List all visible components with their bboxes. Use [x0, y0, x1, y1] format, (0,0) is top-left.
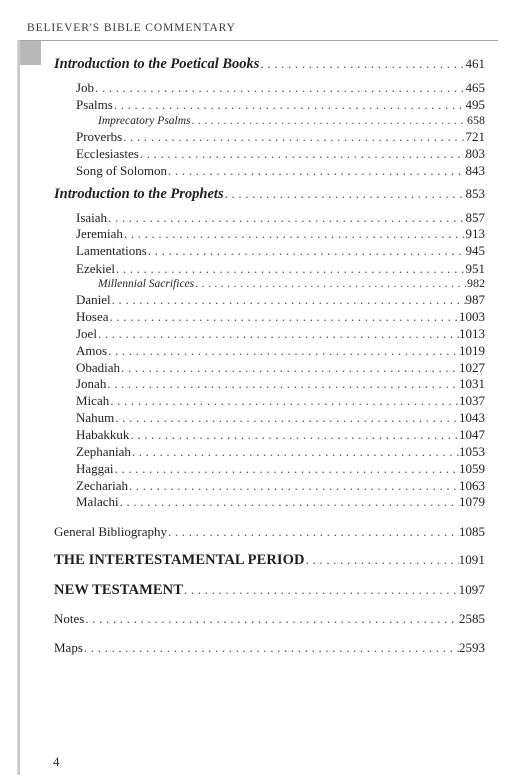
toc-entry[interactable] [76, 163, 485, 179]
toc-entry-title: NEW TESTAMENT [54, 582, 184, 598]
toc-entry-page: 1063 [459, 478, 485, 493]
toc-entry[interactable] [76, 427, 485, 443]
toc-entry-title: Habakkuk [76, 427, 130, 442]
toc-entry[interactable] [76, 393, 485, 409]
dot-leader [167, 524, 459, 540]
toc-entry-title: THE INTERTESTAMENTAL PERIOD [54, 552, 305, 568]
toc-entry-title: Zephaniah [76, 444, 131, 459]
toc-entry-title: Notes [54, 611, 85, 626]
page-number: 4 [53, 754, 60, 769]
toc-entry[interactable] [76, 210, 485, 226]
dot-leader [106, 376, 459, 392]
toc-entry-title: Jeremiah [76, 226, 123, 241]
dot-leader [224, 186, 466, 202]
toc-entry-page: 461 [465, 56, 485, 71]
toc-entry-page: 945 [465, 243, 485, 258]
dot-leader [107, 343, 459, 359]
toc-entry-page: 1037 [459, 393, 485, 408]
dot-leader [84, 611, 459, 627]
dot-leader [97, 326, 459, 342]
dot-leader [114, 461, 459, 477]
toc-entry-title: Millennial Sacrifices [98, 278, 195, 290]
toc-entry[interactable] [54, 524, 485, 540]
toc-entry-title: Imprecatory Psalms [98, 115, 191, 127]
toc-entry-page: 1097 [458, 582, 485, 597]
toc-entry-page: 1019 [459, 343, 485, 358]
toc-entry[interactable] [76, 376, 485, 392]
toc-entry-title: Ezekiel [76, 261, 115, 276]
toc-entry-page: 843 [465, 163, 485, 178]
toc-entry-page: 1059 [459, 461, 485, 476]
toc-entry-title: Introduction to the Prophets [54, 186, 224, 202]
toc-entry-title: Proverbs [76, 129, 123, 144]
dot-leader [194, 276, 467, 291]
toc-entry[interactable] [76, 292, 485, 308]
dot-leader [147, 243, 466, 259]
toc-entry-page: 2593 [459, 640, 485, 655]
toc-entry-page: 2585 [459, 611, 485, 626]
toc-entry[interactable] [76, 226, 485, 242]
dot-leader [111, 292, 466, 308]
dot-leader [167, 163, 465, 179]
toc-entry-page: 803 [465, 146, 485, 161]
toc-entry-page: 1079 [459, 494, 485, 509]
toc-entry[interactable] [76, 146, 485, 162]
toc-entry-page: 1003 [459, 309, 485, 324]
dot-leader [94, 80, 465, 96]
toc-entry-page: 1027 [459, 360, 485, 375]
toc-entry[interactable] [54, 582, 485, 599]
toc-entry-title: Haggai [76, 461, 114, 476]
dot-leader [119, 494, 459, 510]
dot-leader [107, 210, 465, 226]
toc-entry-page: 987 [465, 292, 485, 307]
toc-entry-page: 1031 [459, 376, 485, 391]
toc-entry[interactable] [54, 640, 485, 656]
toc-entry[interactable] [76, 494, 485, 510]
toc-entry-page: 658 [467, 113, 485, 127]
dot-leader [114, 410, 459, 426]
toc-entry-title: Malachi [76, 494, 119, 509]
dot-leader [131, 444, 459, 460]
toc-entry[interactable] [76, 243, 485, 259]
toc-entry-title: Ecclesiastes [76, 146, 139, 161]
toc-entry[interactable] [76, 326, 485, 342]
dot-leader [183, 582, 459, 598]
toc-entry[interactable] [98, 113, 485, 128]
dot-leader [83, 640, 459, 656]
dot-leader [139, 146, 466, 162]
toc-entry-page: 721 [465, 129, 485, 144]
toc-entry[interactable] [54, 611, 485, 627]
toc-entry-page: 1085 [459, 524, 485, 539]
dot-leader [122, 129, 465, 145]
toc-entry-page: 857 [465, 210, 485, 225]
toc-entry-page: 1013 [459, 326, 485, 341]
toc-entry[interactable] [76, 478, 485, 494]
toc-entry[interactable] [54, 186, 485, 203]
toc-entry-title: Psalms [76, 97, 113, 112]
toc-entry[interactable] [76, 261, 485, 277]
running-head: BELIEVER'S BIBLE COMMENTARY [27, 22, 236, 34]
toc-entry-page: 495 [465, 97, 485, 112]
toc-entry[interactable] [76, 309, 485, 325]
toc-entry-title: Joel [76, 326, 97, 341]
toc-entry-title: Maps [54, 640, 83, 655]
toc-entry-title: Introduction to the Poetical Books [54, 56, 260, 72]
dot-leader [128, 478, 459, 494]
toc-entry-title: Zechariah [76, 478, 128, 493]
toc-entry-title: Lamentations [76, 243, 147, 258]
dot-leader [109, 309, 460, 325]
toc-entry-title: Amos [76, 343, 108, 358]
toc-entry[interactable] [76, 360, 485, 376]
toc-entry-title: Job [76, 80, 95, 95]
toc-entry[interactable] [98, 276, 485, 291]
toc-entry[interactable] [76, 444, 485, 460]
dot-leader [305, 552, 459, 568]
toc-entry-title: Jonah [76, 376, 107, 391]
toc-entry-page: 982 [467, 276, 485, 290]
toc-entry-title: Isaiah [76, 210, 108, 225]
toc-entry-page: 1043 [459, 410, 485, 425]
toc-entry-title: Song of Solomon [76, 163, 168, 178]
toc-entry-page: 951 [465, 261, 485, 276]
toc-entry-title: Hosea [76, 309, 109, 324]
toc-entry[interactable] [54, 552, 485, 569]
toc-entry-page: 1047 [459, 427, 485, 442]
dot-leader [259, 56, 465, 72]
toc-entry-page: 913 [465, 226, 485, 241]
dot-leader [109, 393, 459, 409]
toc-entry[interactable] [76, 410, 485, 426]
dot-leader [113, 97, 466, 113]
dot-leader [120, 360, 459, 376]
toc-entry-title: Daniel [76, 292, 111, 307]
dot-leader [129, 427, 459, 443]
toc-entry-title: Nahum [76, 410, 115, 425]
dot-leader [115, 261, 466, 277]
toc-entry[interactable] [76, 461, 485, 477]
toc-entry-page: 1053 [459, 444, 485, 459]
toc-entry[interactable] [76, 97, 485, 113]
dot-leader [123, 226, 466, 242]
toc-entry[interactable] [54, 56, 485, 73]
toc-entry[interactable] [76, 343, 485, 359]
toc-entry-title: Micah [76, 393, 110, 408]
toc-entry[interactable] [76, 80, 485, 96]
toc-entry-page: 853 [465, 186, 485, 201]
toc-entry-page: 1091 [458, 552, 485, 567]
toc-entry-title: Obadiah [76, 360, 121, 375]
toc-entry[interactable] [76, 129, 485, 145]
dot-leader [191, 113, 467, 128]
toc-entry-title: General Bibliography [54, 524, 167, 539]
toc-entry-page: 465 [465, 80, 485, 95]
